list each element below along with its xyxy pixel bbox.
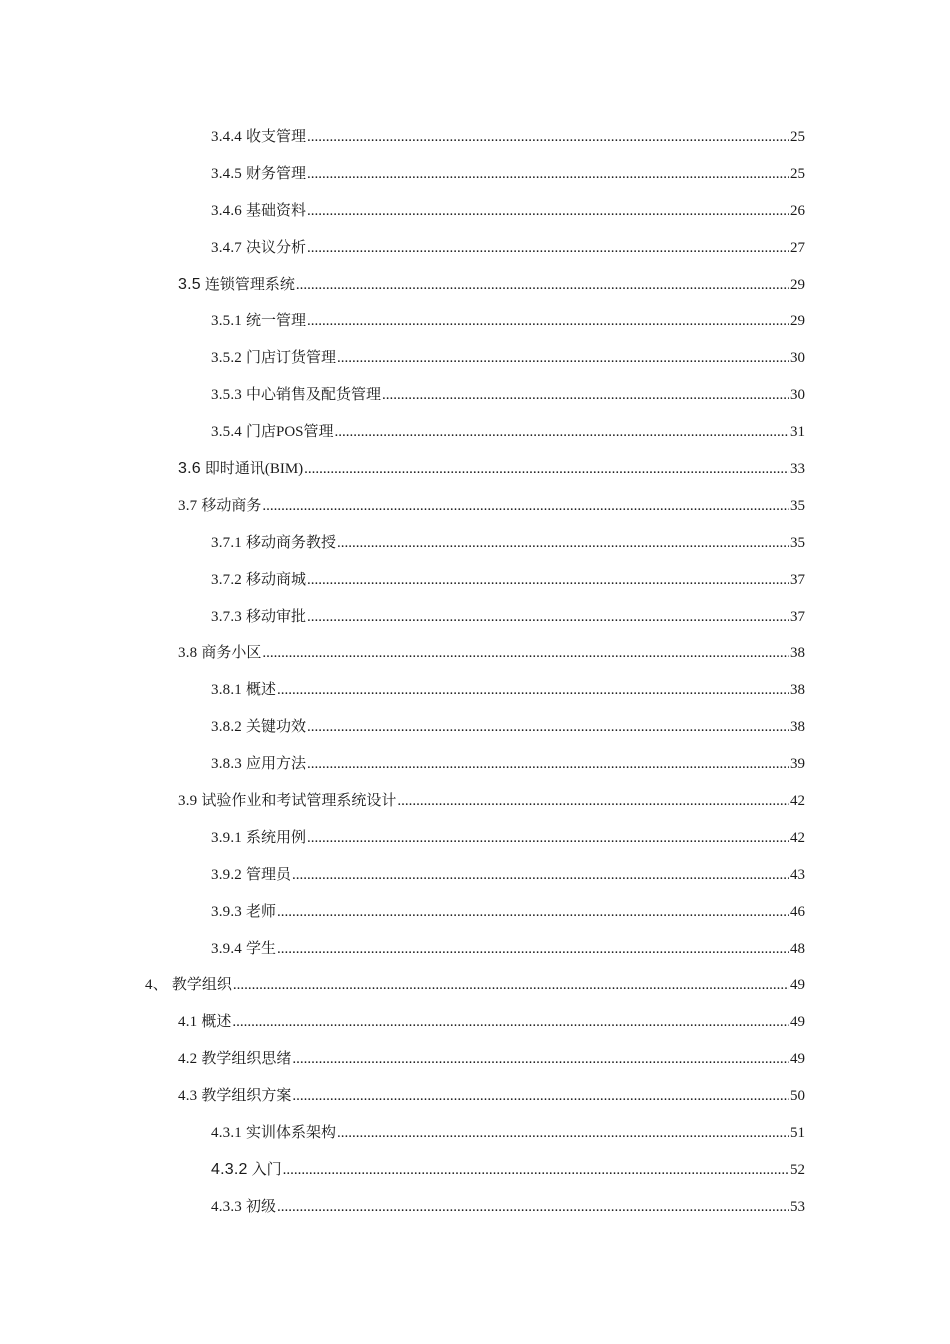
toc-entry-number: 3.7 (178, 497, 198, 514)
toc-entry-title: 移动商城 (246, 571, 307, 588)
toc-entry-number: 3.9.3 (211, 903, 242, 920)
toc-dot-leader (307, 311, 789, 331)
toc-entry-link[interactable] (211, 717, 805, 737)
toc-entry-link[interactable] (211, 533, 805, 553)
toc-entry-page: 31 (790, 424, 805, 441)
toc-entry-number: 4.3 (178, 1088, 198, 1105)
toc-entry-title: 连锁管理系统 (204, 276, 295, 293)
toc-entry-number: 4.3.3 (211, 1198, 242, 1215)
toc-dot-leader (277, 902, 789, 922)
toc-dot-leader (277, 680, 789, 700)
toc-entry-number: 3.8.1 (211, 682, 242, 699)
toc-dot-leader (307, 828, 789, 848)
toc-dot-leader (277, 939, 789, 959)
toc-entry-number: 3.4.5 (211, 165, 242, 182)
toc-row (0, 857, 950, 894)
toc-entry-link[interactable] (211, 422, 805, 442)
toc-row (0, 599, 950, 636)
toc-entry-title: 初级 (246, 1198, 277, 1215)
toc-entry-number: 3.9 (178, 793, 198, 810)
toc-dot-leader (232, 1012, 789, 1032)
toc-dot-leader (307, 717, 789, 737)
toc-entry-page: 35 (790, 497, 805, 514)
toc-row (0, 1041, 950, 1078)
toc-entry-link[interactable] (211, 238, 805, 258)
toc-entry-page: 33 (790, 461, 805, 478)
toc-row (0, 303, 950, 340)
toc-entry-number: 3.5.2 (211, 350, 242, 367)
toc-entry-title: 应用方法 (246, 756, 307, 773)
toc-entry-number: 3.4.7 (211, 239, 242, 256)
toc-entry-page: 38 (790, 719, 805, 736)
toc-entry-page: 30 (790, 350, 805, 367)
toc-row (0, 156, 950, 193)
toc-entry-number: 4.3.1 (211, 1125, 242, 1142)
toc-entry-number: 3.5 (178, 275, 201, 293)
toc-entry-title: 教学组织 (171, 977, 232, 994)
toc-entry-title: 移动商务教授 (246, 534, 337, 551)
toc-row (0, 1189, 950, 1226)
toc-entry-title: 即时通讯(BIM) (204, 461, 304, 478)
toc-row (0, 746, 950, 783)
toc-row (0, 1004, 950, 1041)
toc-entry-number: 3.7.1 (211, 534, 242, 551)
toc-dot-leader (307, 238, 789, 258)
toc-entry-page: 43 (790, 866, 805, 883)
toc-entry-number: 3.9.4 (211, 940, 242, 957)
toc-entry-title: 关键功效 (246, 719, 307, 736)
toc-entry-page: 42 (790, 793, 805, 810)
toc-entry-link[interactable] (211, 1197, 805, 1217)
toc-dot-leader (262, 643, 789, 663)
toc-entry-title: 移动审批 (246, 608, 307, 625)
toc-entry-link[interactable] (211, 828, 805, 848)
toc-entry-title: 门店订货管理 (246, 350, 337, 367)
toc-entry-number: 3.8.2 (211, 719, 242, 736)
toc-entry-number: 3.6 (178, 460, 201, 478)
toc-dot-leader (307, 201, 789, 221)
toc-entry-title: 管理员 (246, 866, 292, 883)
toc-entry-title: 概述 (246, 682, 277, 699)
toc-dot-leader (233, 975, 789, 995)
toc-row (0, 1078, 950, 1115)
toc-entry-title: 系统用例 (246, 829, 307, 846)
toc-dot-leader (296, 275, 789, 295)
toc-entry-link[interactable] (178, 1049, 805, 1069)
toc-entry-page: 51 (790, 1125, 805, 1142)
toc-entry-number: 3.4.6 (211, 202, 242, 219)
toc-entry-link[interactable] (211, 607, 805, 627)
toc-entry-title: 统一管理 (246, 313, 307, 330)
toc-entry-page: 38 (790, 682, 805, 699)
toc-row (0, 340, 950, 377)
toc-row (0, 562, 950, 599)
toc-row (0, 1115, 950, 1152)
toc-entry-title: 教学组织思绪 (201, 1051, 292, 1068)
toc-entry-link[interactable] (211, 865, 805, 885)
toc-entry-page: 52 (790, 1161, 805, 1178)
toc-entry-link[interactable] (178, 275, 805, 295)
toc-entry-number: 3.5.4 (211, 424, 242, 441)
toc-entry-title: 概述 (201, 1014, 232, 1031)
toc-entry-link[interactable] (211, 127, 805, 147)
toc-row (0, 267, 950, 304)
toc-entry-title: 财务管理 (246, 165, 307, 182)
toc-entry-link[interactable] (211, 348, 805, 368)
toc-dot-leader (307, 570, 789, 590)
toc-dot-leader (335, 422, 789, 442)
toc-entry-page: 50 (790, 1088, 805, 1105)
toc-entry-title: 门店POS管理 (246, 424, 334, 441)
toc-entry-link[interactable] (178, 791, 805, 811)
toc-dot-leader (337, 348, 789, 368)
toc-entry-page: 25 (790, 129, 805, 145)
toc-row (0, 377, 950, 414)
toc-entry-page: 30 (790, 387, 805, 404)
toc-entry-number: 3.9.2 (211, 866, 242, 883)
toc-entry-title: 老师 (246, 903, 277, 920)
toc-row (0, 820, 950, 857)
toc-entry-title: 基础资料 (246, 202, 307, 219)
toc-entry-page: 26 (790, 202, 805, 219)
toc-entry-page: 42 (790, 829, 805, 846)
toc-entry-page: 37 (790, 608, 805, 625)
toc-entry-number: 4.2 (178, 1051, 198, 1068)
toc-row (0, 635, 950, 672)
toc-dot-leader (277, 1197, 789, 1217)
toc-entry-title: 移动商务 (201, 497, 262, 514)
toc-dot-leader (307, 127, 789, 147)
toc-dot-leader (307, 607, 789, 627)
toc-entry-page: 49 (790, 1051, 805, 1068)
toc-entry-title: 收支管理 (246, 129, 307, 145)
toc-entry-link[interactable] (145, 975, 805, 995)
toc-entry-number: 3.5.1 (211, 313, 242, 330)
toc-entry-page: 38 (790, 645, 805, 662)
toc-row (0, 488, 950, 525)
toc-entry-link[interactable] (178, 496, 805, 516)
toc-entry-number: 4.3.2 (211, 1160, 248, 1178)
toc-entry-number: 3.9.1 (211, 829, 242, 846)
toc-entry-number: 3.7.3 (211, 608, 242, 625)
toc-entry-title: 试验作业和考试管理系统设计 (201, 793, 397, 810)
toc-entry-page: 49 (790, 977, 805, 994)
toc-entry-link[interactable] (211, 754, 805, 774)
toc-entry-page: 39 (790, 756, 805, 773)
toc-row (0, 709, 950, 746)
toc-entry-page: 49 (790, 1014, 805, 1031)
toc-dot-leader (307, 754, 789, 774)
toc-entry-link[interactable] (211, 164, 805, 184)
toc-entry-link[interactable] (211, 385, 805, 405)
toc-entry-title: 实训体系架构 (246, 1125, 337, 1142)
toc-entry-link[interactable] (211, 680, 805, 700)
toc-entry-link[interactable] (211, 311, 805, 331)
toc-row (0, 672, 950, 709)
toc-entry-link[interactable] (211, 902, 805, 922)
toc-dot-leader (304, 459, 789, 479)
toc-entry-number: 4.1 (178, 1014, 198, 1031)
toc-entry-title: 学生 (246, 940, 277, 957)
toc-entry-page: 53 (790, 1198, 805, 1215)
toc-dot-leader (337, 533, 789, 553)
toc-entry-link[interactable] (178, 1012, 805, 1032)
toc-entry-link[interactable] (178, 1086, 805, 1106)
toc-row (0, 894, 950, 931)
toc-row (0, 783, 950, 820)
toc-entry-page: 37 (790, 571, 805, 588)
toc-dot-leader (262, 496, 789, 516)
toc-entry-number: 3.4.4 (211, 129, 242, 145)
toc-entry-title: 决议分析 (246, 239, 307, 256)
toc-entry-number: 3.7.2 (211, 571, 242, 588)
toc-entry-link[interactable] (211, 570, 805, 590)
toc-row (0, 525, 950, 562)
toc-entry-page: 29 (790, 276, 805, 293)
toc-row (0, 414, 950, 451)
toc-entry-title: 中心销售及配货管理 (246, 387, 382, 404)
toc-entry-link[interactable] (211, 1160, 805, 1180)
toc-entry-link[interactable] (178, 643, 805, 663)
toc-entry-page: 25 (790, 165, 805, 182)
toc-entry-title: 入门 (251, 1161, 282, 1178)
toc-dot-leader (382, 385, 789, 405)
toc-dot-leader (397, 791, 789, 811)
toc-entry-number: 4、 (145, 977, 168, 994)
toc-row (0, 193, 950, 230)
toc-dot-leader (283, 1160, 789, 1180)
toc-entry-number: 3.8 (178, 645, 198, 662)
toc-dot-leader (307, 164, 789, 184)
toc-entry-number: 3.8.3 (211, 756, 242, 773)
toc-row (0, 967, 950, 1004)
table-of-contents (0, 119, 950, 1226)
toc-row (0, 1152, 950, 1189)
toc-dot-leader (292, 865, 789, 885)
toc-entry-page: 46 (790, 903, 805, 920)
toc-entry-link[interactable] (178, 459, 805, 479)
toc-entry-link[interactable] (211, 201, 805, 221)
toc-entry-page: 29 (790, 313, 805, 330)
toc-entry-link[interactable] (211, 1123, 805, 1143)
toc-entry-page: 48 (790, 940, 805, 957)
toc-dot-leader (337, 1123, 789, 1143)
toc-entry-page: 35 (790, 534, 805, 551)
toc-entry-title: 教学组织方案 (201, 1088, 292, 1105)
toc-row (0, 451, 950, 488)
toc-entry-title: 商务小区 (201, 645, 262, 662)
toc-dot-leader (292, 1049, 789, 1069)
toc-row (0, 931, 950, 968)
toc-row (0, 119, 950, 156)
toc-dot-leader (292, 1086, 789, 1106)
toc-entry-number: 3.5.3 (211, 387, 242, 404)
toc-row (0, 230, 950, 267)
toc-entry-link[interactable] (211, 939, 805, 959)
toc-entry-page: 27 (790, 239, 805, 256)
